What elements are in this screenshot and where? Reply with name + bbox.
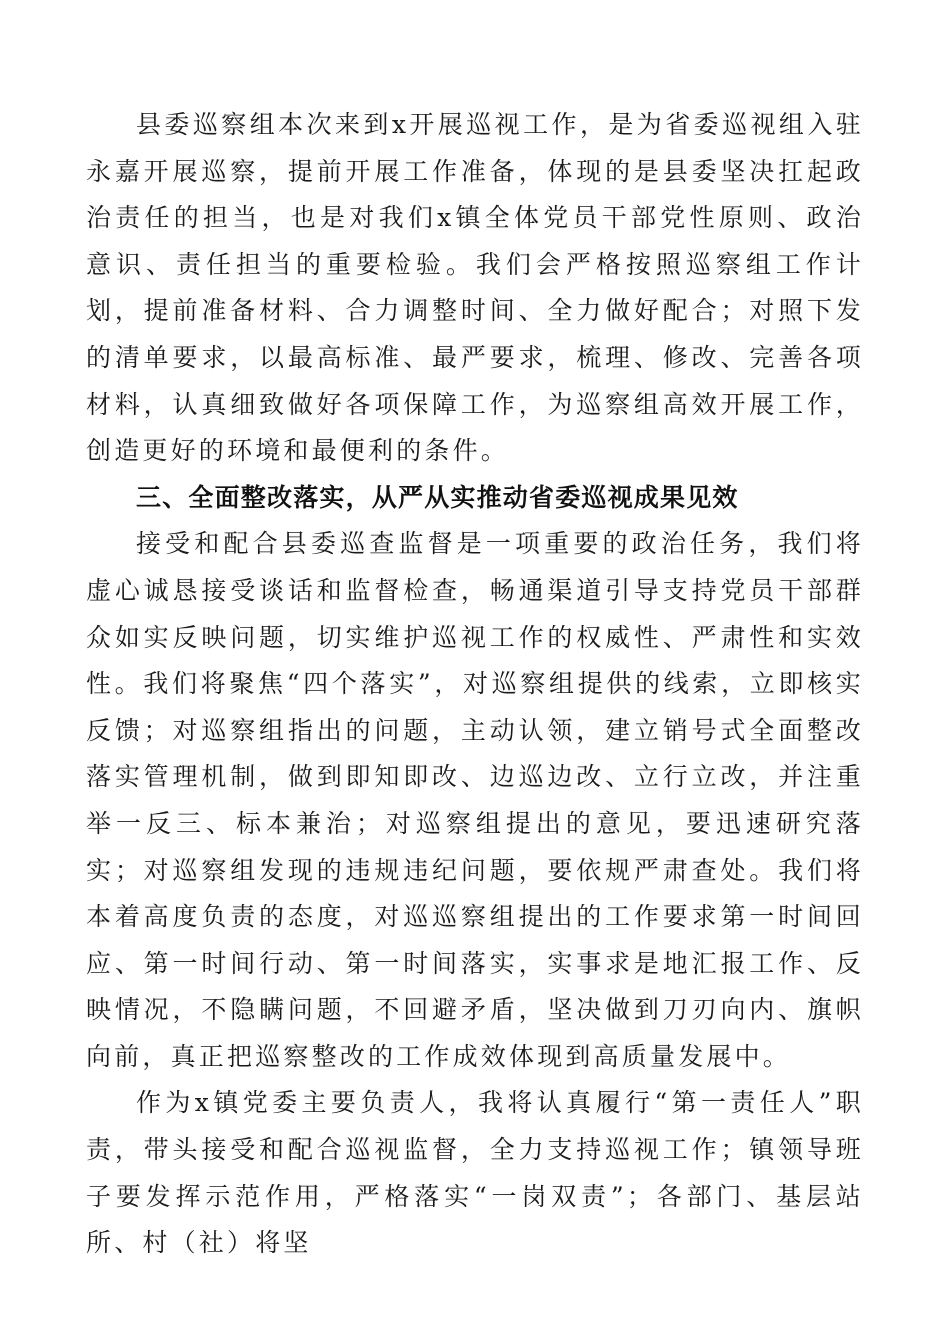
document-body [86, 102, 864, 1267]
paragraph-responsibility: 作为x镇党委主要负责人，我将认真履行“第一责任人”职责，带头接受和配合巡视监督，全力支持巡视工作；镇领导班子要发挥示范作用，严格落实“一岗双责”；各部门、基层站所、村（社）将坚 [86, 1088, 864, 1258]
section-heading-3: 三、全面整改落实，从严从实推动省委巡视成果见效 [136, 482, 739, 512]
paragraph-preparation: 县委巡察组本次来到x开展巡视工作，是为省委巡视组入驻永嘉开展巡察，提前开展工作准备，体现的是县委坚决扛起政治责任的担当，也是对我们x镇全体党员干部党性原则、政治意识、责任担当的重要检验。我们会严格按照巡察组工作计划，提前准备材料、合力调整时间、全力做好配合；对照下发的清单要求，以最高标准、最严要求，梳理、修改、完善各项材料，认真细致做好各项保障工作，为巡察组高效开展工作，创造更好的环境和最便利的条件。 [86, 110, 864, 466]
paragraph-rectification: 接受和配合县委巡查监督是一项重要的政治任务，我们将虚心诚恳接受谈话和监督检查，畅通渠道引导支持党员干部群众如实反映问题，切实维护巡视工作的权威性、严肃性和实效性。我们将聚焦“四个落实”，对巡察组提供的线索，立即核实反馈；对巡察组指出的问题，主动认领，建立销号式全面整改落实管理机制，做到即知即改、边巡边改、立行立改，并注重举一反三、标本兼治；对巡察组提出的意见，要迅速研究落实；对巡察组发现的违规违纪问题，要依规严肃查处。我们将本着高度负责的态度，对巡巡察组提出的工作要求第一时间回应、第一时间行动、第一时间落实，实事求是地汇报工作、反映情况，不隐瞒问题，不回避矛盾，坚决做到刀刃向内、旗帜向前，真正把巡察整改的工作成效体现到高质量发展中。 [86, 529, 864, 1071]
